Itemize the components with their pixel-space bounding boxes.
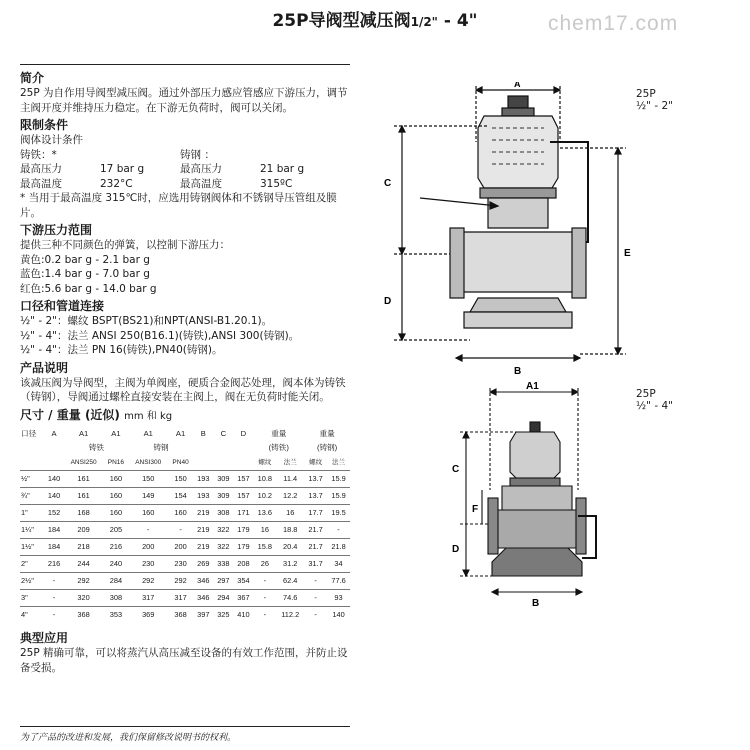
fig1-dim-B: B [514, 366, 522, 377]
table-cell: 200 [168, 539, 194, 556]
table-cell: - [44, 607, 64, 624]
table-cell: 149 [129, 488, 168, 505]
table-cell: 2" [20, 556, 44, 573]
limits-sub: 阀体设计条件 [20, 134, 83, 146]
table-cell: ¾" [20, 488, 44, 505]
table-cell: 152 [44, 505, 64, 522]
table-cell: 15.8 [253, 539, 276, 556]
max-temp-steel: 315ºC [260, 177, 293, 190]
table-cell: 208 [233, 556, 253, 573]
title-main: 25P导阀型减压阀 [272, 11, 411, 31]
table-cell: 193 [193, 471, 213, 488]
table-cell: 161 [64, 488, 103, 505]
table-cell: 369 [129, 607, 168, 624]
table-cell: 10.8 [253, 471, 276, 488]
table-cell: 397 [193, 607, 213, 624]
table-cell: 269 [193, 556, 213, 573]
table-cell: 309 [213, 471, 233, 488]
table-cell: - [44, 573, 64, 590]
fig1-dim-C: C [384, 178, 392, 189]
table-cell: 150 [129, 471, 168, 488]
table-cell: 230 [168, 556, 194, 573]
limits-note: * 当用于最高温度 315℃时，应选用铸钢阀体和不锈钢导压管组及膜片。 [20, 192, 337, 219]
table-cell: 74.6 [276, 590, 304, 607]
table-cell: 193 [193, 488, 213, 505]
table-cell: 219 [193, 539, 213, 556]
table-cell: 308 [213, 505, 233, 522]
conn-line-3: ½" - 4"：法兰 PN 16(铸铁),PN40(铸钢)。 [20, 344, 223, 356]
table-cell: 216 [44, 556, 64, 573]
table-cell: - [129, 522, 168, 539]
range-heading: 下游压力范围 [20, 223, 93, 237]
fig1-dim-E: E [624, 248, 631, 259]
table-cell: - [168, 522, 194, 539]
table-cell: 10.2 [253, 488, 276, 505]
table-cell: - [253, 573, 276, 590]
table-cell: 157 [233, 471, 253, 488]
desc-text: 该减压阀为导阀型，主阀为单阀座，硬质合金阀芯处理，阀本体为铸铁（铸钢），导阀通过螺栓直接安装在主阀上，阀在无负荷时能关闭。 [20, 376, 346, 403]
table-cell: 322 [213, 522, 233, 539]
table-cell: 150 [168, 471, 194, 488]
limits-heading: 限制条件 [20, 118, 69, 132]
table-cell: - [304, 573, 327, 590]
table-cell: 308 [103, 590, 129, 607]
table-cell: 3" [20, 590, 44, 607]
table-cell: 140 [327, 607, 350, 624]
table-cell: 21.7 [304, 539, 327, 556]
table-cell: - [327, 522, 350, 539]
table-cell: 219 [193, 522, 213, 539]
table-cell: 317 [129, 590, 168, 607]
table-cell: 62.4 [276, 573, 304, 590]
table-cell: 367 [233, 590, 253, 607]
max-temp-label: 最高温度 [20, 177, 62, 190]
table-cell: 31.2 [276, 556, 304, 573]
table-row [20, 607, 350, 624]
dims-group-row: 铸铁 铸钢 (铸铁) (铸钢) [88, 443, 338, 452]
top-rule [20, 64, 350, 65]
app-heading: 典型应用 [20, 631, 69, 645]
table-cell: 160 [103, 471, 129, 488]
dims-heading: 尺寸 / 重量 (近似) mm 和 kg [20, 407, 173, 422]
table-cell: 15.9 [327, 488, 350, 505]
table-row [20, 539, 350, 556]
dims-table [20, 427, 350, 624]
table-cell: - [253, 590, 276, 607]
table-cell: 160 [103, 488, 129, 505]
range-row-yellow: 黄色:0.2 bar g - 2.1 bar g [20, 253, 150, 266]
table-cell: 4" [20, 607, 44, 624]
table-cell: 200 [129, 539, 168, 556]
table-cell: 346 [193, 573, 213, 590]
fig2-dim-C: C [452, 464, 460, 475]
table-cell: 13.7 [304, 488, 327, 505]
table-cell: 112.2 [276, 607, 304, 624]
table-cell: 13.6 [253, 505, 276, 522]
table-cell: 184 [44, 522, 64, 539]
table-cell: 354 [233, 573, 253, 590]
table-cell: 218 [64, 539, 103, 556]
table-cell: 219 [193, 505, 213, 522]
fig2-drawing [450, 380, 630, 612]
desc-heading: 产品说明 [20, 360, 69, 375]
table-cell: 18.8 [276, 522, 304, 539]
fig2-dim-F: F [472, 504, 479, 515]
table-cell: 179 [233, 539, 253, 556]
fig2-dim-A1: A1 [526, 381, 539, 392]
cast-iron-label: 铸铁：* [20, 148, 57, 161]
table-cell: 230 [129, 556, 168, 573]
table-cell: 12.2 [276, 488, 304, 505]
conn-heading: 口径和管道连接 [20, 299, 105, 313]
table-cell: - [44, 590, 64, 607]
table-cell: 1¼" [20, 522, 44, 539]
title-size-frac: 1/2" [410, 15, 438, 29]
table-cell: 322 [213, 539, 233, 556]
table-cell: 346 [193, 590, 213, 607]
fig2-label: 25P ½" - 4" [636, 388, 673, 412]
table-cell: 31.7 [304, 556, 327, 573]
max-temp-row [20, 177, 355, 192]
max-pressure-steel: 21 bar g [260, 163, 305, 175]
fig1-dim-A: A [514, 82, 521, 89]
table-cell: ½" [20, 471, 44, 488]
range-row-blue: 蓝色:1.4 bar g - 7.0 bar g [20, 268, 150, 280]
table-cell: 240 [103, 556, 129, 573]
table-cell: 140 [44, 488, 64, 505]
table-cell: 317 [168, 590, 194, 607]
cast-steel-label: 铸钢 ： [180, 148, 215, 161]
fig1-label: 25P ½" - 2" [636, 88, 673, 112]
table-cell: - [304, 607, 327, 624]
fig2-dim-D: D [452, 544, 460, 555]
table-cell: 297 [213, 573, 233, 590]
table-cell: 410 [233, 607, 253, 624]
table-row [20, 590, 350, 607]
table-cell: 244 [64, 556, 103, 573]
table-cell: 368 [168, 607, 194, 624]
table-cell: 292 [129, 573, 168, 590]
fig2-dim-B: B [532, 598, 540, 609]
table-cell: 16 [276, 505, 304, 522]
table-cell: 160 [168, 505, 194, 522]
range-row-red: 红色:5.6 bar g - 14.0 bar g [20, 282, 157, 295]
table-cell: 368 [64, 607, 103, 624]
table-cell: - [304, 590, 327, 607]
table-cell: 294 [213, 590, 233, 607]
table-cell: - [253, 607, 276, 624]
table-row [20, 573, 350, 590]
fig1-drawing [380, 82, 640, 380]
table-cell: 284 [103, 573, 129, 590]
table-cell: 292 [64, 573, 103, 590]
table-row [20, 505, 350, 522]
intro-heading: 简介 [20, 71, 45, 85]
table-cell: 16 [253, 522, 276, 539]
table-cell: 77.6 [327, 573, 350, 590]
page-title [0, 6, 750, 31]
table-row [20, 522, 350, 539]
table-cell: 292 [168, 573, 194, 590]
max-temp-iron: 232°C [100, 177, 133, 190]
fig1-dim-D: D [384, 296, 392, 307]
max-pressure-iron: 17 bar g [100, 163, 145, 175]
table-cell: 13.7 [304, 471, 327, 488]
app-text: 25P 精确可靠，可以将蒸汽从高压减至设备的有效工作范围，并防止设备受损。 [20, 647, 348, 674]
table-cell: 17.7 [304, 505, 327, 522]
table-cell: 168 [64, 505, 103, 522]
conn-line-2: ½" - 4"：法兰 ANSI 250(B16.1)(铸铁),ANSI 300(铸钢)。 [20, 329, 300, 342]
table-cell: 179 [233, 522, 253, 539]
watermark: chem17.com [548, 12, 679, 35]
table-cell: 216 [103, 539, 129, 556]
table-cell: 154 [168, 488, 194, 505]
table-row [20, 488, 350, 505]
dims-header-row: 口径 A A1 A1 A1 A1 B C D 重量 重量 [21, 428, 335, 438]
table-cell: 21.8 [327, 539, 350, 556]
title-size-rest: - 4" [437, 11, 478, 31]
conn-line-1: ½" - 2"：螺纹 BSPT(BS21)和NPT(ANSI-B1.20.1)。 [20, 315, 273, 327]
table-cell: 19.5 [327, 505, 350, 522]
table-cell: 15.9 [327, 471, 350, 488]
spec-column [20, 68, 355, 675]
table-cell: 157 [233, 488, 253, 505]
table-cell: 21.7 [304, 522, 327, 539]
table-cell: 325 [213, 607, 233, 624]
max-temp-label-2: 最高温度 [180, 177, 222, 190]
table-cell: 160 [129, 505, 168, 522]
table-cell: 93 [327, 590, 350, 607]
table-cell: 184 [44, 539, 64, 556]
max-pressure-label: 最高压力 [20, 163, 62, 175]
table-cell: 2½" [20, 573, 44, 590]
max-pressure-row [20, 162, 355, 177]
table-cell: 338 [213, 556, 233, 573]
table-cell: 1½" [20, 539, 44, 556]
table-cell: 20.4 [276, 539, 304, 556]
table-row [20, 556, 350, 573]
table-cell: 140 [44, 471, 64, 488]
intro-text: 25P 为自作用导阀型减压阀。通过外部压力感应管感应下游压力，调节主阀开度并维持压力稳定。在下游无负荷时，阀可以关闭。 [20, 87, 348, 114]
range-text: 提供三种不同颜色的弹簧，以控制下游压力： [20, 239, 230, 251]
footer-note: 为了产品的改进和发展，我们保留修改说明书的权利。 [20, 726, 350, 743]
table-cell: 161 [64, 471, 103, 488]
table-cell: 309 [213, 488, 233, 505]
table-cell: 11.4 [276, 471, 304, 488]
table-cell: 171 [233, 505, 253, 522]
table-cell: 353 [103, 607, 129, 624]
max-pressure-label-2: 最高压力 [180, 163, 222, 175]
table-cell: 205 [103, 522, 129, 539]
table-cell: 209 [64, 522, 103, 539]
table-cell: 1" [20, 505, 44, 522]
table-cell: 320 [64, 590, 103, 607]
limits-material-row [20, 148, 355, 163]
table-cell: 34 [327, 556, 350, 573]
table-cell: 26 [253, 556, 276, 573]
table-cell: 160 [103, 505, 129, 522]
table-row [20, 471, 350, 488]
dims-sub-row: ANSI250 PN16 ANSI300 PN40 螺纹 法兰 螺纹 法兰 [70, 458, 346, 466]
